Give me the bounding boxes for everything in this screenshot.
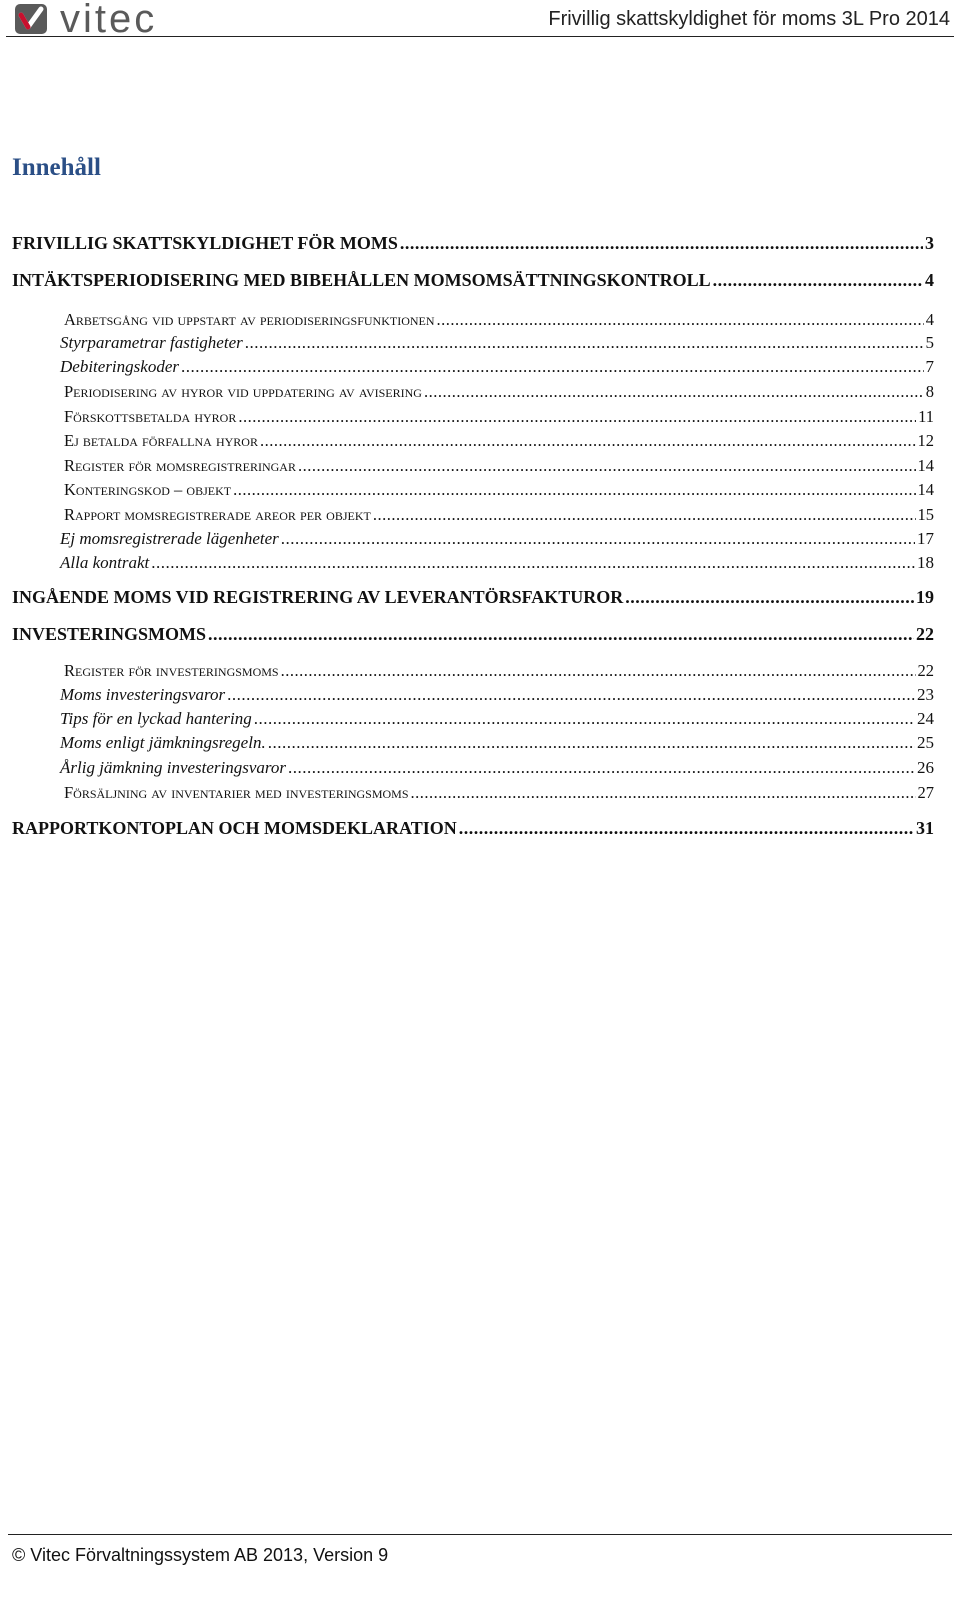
toc-entry-title: Debiteringskoder bbox=[60, 357, 179, 376]
toc-entry[interactable] bbox=[12, 553, 934, 573]
toc-entry-leader bbox=[233, 480, 915, 500]
toc-entry-leader bbox=[281, 661, 916, 681]
page-header bbox=[0, 0, 960, 40]
toc-entry-title: Tips för en lyckad hantering bbox=[60, 709, 252, 728]
header-divider bbox=[6, 36, 954, 37]
toc-entry-title: Register för momsregistreringar bbox=[64, 456, 296, 475]
toc-entry-leader bbox=[713, 270, 923, 291]
toc-entry-page: 27 bbox=[917, 783, 934, 802]
toc-entry[interactable] bbox=[12, 685, 934, 705]
toc-entry-leader bbox=[400, 233, 923, 254]
toc-entry[interactable] bbox=[12, 480, 934, 500]
toc-entry-title: INTÄKTSPERIODISERING MED BIBEHÅLLEN MOMSOMSÄTTNINGSKONTROLL bbox=[12, 270, 711, 290]
toc-entry-page: 31 bbox=[916, 818, 934, 838]
page-footer: © Vitec Förvaltningssystem AB 2013, Version 9 bbox=[12, 1545, 389, 1565]
toc-entry[interactable] bbox=[12, 431, 934, 451]
toc-entry-leader bbox=[238, 407, 916, 427]
toc-entry-leader bbox=[281, 529, 915, 549]
toc-entry[interactable] bbox=[12, 333, 934, 353]
toc-entry-title: Försäljning av inventarier med investeringsmoms bbox=[64, 783, 409, 802]
footer-divider bbox=[8, 1534, 952, 1535]
toc-entry-title: Konteringskod – objekt bbox=[64, 480, 232, 499]
toc-entry-page: 4 bbox=[925, 310, 934, 329]
toc-entry-leader bbox=[288, 758, 915, 778]
toc-entry-title: RAPPORTKONTOPLAN OCH MOMSDEKLARATION bbox=[12, 818, 457, 838]
toc-entry-leader bbox=[424, 382, 924, 402]
toc-entry-title: Styrparametrar fastigheter bbox=[60, 333, 243, 352]
toc-entry-page: 4 bbox=[925, 270, 934, 290]
toc-entry-title: Alla kontrakt bbox=[60, 553, 150, 572]
toc-entry-page: 14 bbox=[917, 480, 934, 499]
document-title: Frivillig skattskyldighet för moms 3L Pro 2014 bbox=[548, 8, 950, 30]
toc-entry[interactable] bbox=[12, 233, 934, 254]
toc-entry[interactable] bbox=[12, 733, 934, 753]
toc-entry[interactable] bbox=[12, 818, 934, 839]
vitec-logo bbox=[14, 0, 158, 41]
toc-entry-leader bbox=[245, 333, 924, 353]
toc-entry-page: 15 bbox=[917, 505, 934, 524]
toc-entry-page: 8 bbox=[925, 382, 934, 401]
toc-entry-leader bbox=[298, 456, 916, 476]
toc-entry-title: Ej betalda förfallna hyror bbox=[64, 431, 258, 450]
toc-entry-title: Årlig jämkning investeringsvaror bbox=[60, 758, 287, 777]
toc-entry-leader bbox=[411, 783, 916, 803]
toc-entry-page: 7 bbox=[925, 357, 934, 376]
toc-heading: Innehåll bbox=[12, 154, 101, 181]
toc-entry[interactable] bbox=[12, 758, 934, 778]
toc-entry-page: 25 bbox=[917, 733, 934, 752]
toc-entry-title: Periodisering av hyror vid uppdatering av avisering bbox=[64, 382, 422, 401]
toc-entry-title: Förskottsbetalda hyror bbox=[64, 407, 237, 426]
toc-entry-leader bbox=[459, 818, 914, 839]
toc-entry-leader bbox=[227, 685, 915, 705]
toc-entry[interactable] bbox=[12, 310, 934, 330]
toc-entry[interactable] bbox=[12, 357, 934, 377]
toc-entry-page: 18 bbox=[917, 553, 934, 572]
toc-entry-title: Arbetsgång vid uppstart av periodiseringsfunktionen bbox=[64, 310, 435, 329]
toc-entry-page: 11 bbox=[918, 407, 934, 426]
toc-entry-page: 22 bbox=[917, 661, 934, 680]
toc-entry-title: Register för investeringsmoms bbox=[64, 661, 279, 680]
toc-entry[interactable] bbox=[12, 270, 934, 291]
toc-entry-page: 3 bbox=[925, 233, 934, 253]
toc-entry-title: Ej momsregistrerade lägenheter bbox=[60, 529, 279, 548]
toc-entry-page: 12 bbox=[917, 431, 934, 450]
toc-entry-page: 17 bbox=[917, 529, 934, 548]
toc-entry-leader bbox=[208, 624, 914, 645]
toc-entry-leader bbox=[254, 709, 915, 729]
toc-entry-title: FRIVILLIG SKATTSKYLDIGHET FÖR MOMS bbox=[12, 233, 398, 253]
toc-entry-title: INGÅENDE MOMS VID REGISTRERING AV LEVERANTÖRSFAKTUROR bbox=[12, 587, 624, 607]
toc-entry[interactable] bbox=[12, 783, 934, 803]
toc-entry[interactable] bbox=[12, 709, 934, 729]
toc-entry[interactable] bbox=[12, 624, 934, 645]
toc-entry-page: 23 bbox=[917, 685, 934, 704]
toc-entry[interactable] bbox=[12, 587, 934, 608]
toc-entry[interactable] bbox=[12, 505, 934, 525]
toc-entry[interactable] bbox=[12, 661, 934, 681]
toc-entry-page: 26 bbox=[917, 758, 934, 777]
toc-entry-page: 22 bbox=[916, 624, 934, 644]
toc-entry-leader bbox=[625, 587, 914, 608]
toc-entry-leader bbox=[151, 553, 915, 573]
toc-entry-page: 19 bbox=[916, 587, 934, 607]
toc-entry-leader bbox=[437, 310, 924, 330]
toc-entry-page: 5 bbox=[925, 333, 934, 352]
toc-entry-title: Moms investeringsvaror bbox=[60, 685, 226, 704]
toc-entry-leader bbox=[373, 505, 916, 525]
toc-entry-title: INVESTERINGSMOMS bbox=[12, 624, 207, 644]
toc-entry-title: Moms enligt jämkningsregeln. bbox=[60, 733, 266, 752]
toc-entry-leader bbox=[260, 431, 916, 451]
logo-wordmark: vitec bbox=[60, 0, 158, 41]
toc-entry-title: Rapport momsregistrerade areor per objekt bbox=[64, 505, 371, 524]
toc-entry-page: 24 bbox=[917, 709, 934, 728]
vitec-logo-mark-icon bbox=[14, 3, 48, 35]
toc-entry[interactable] bbox=[12, 456, 934, 476]
toc-entry[interactable] bbox=[12, 407, 934, 427]
toc-entry-leader bbox=[181, 357, 924, 377]
toc-entry-page: 14 bbox=[917, 456, 934, 475]
toc-entry-leader bbox=[268, 733, 915, 753]
toc-entry[interactable] bbox=[12, 529, 934, 549]
toc-entry[interactable] bbox=[12, 382, 934, 402]
